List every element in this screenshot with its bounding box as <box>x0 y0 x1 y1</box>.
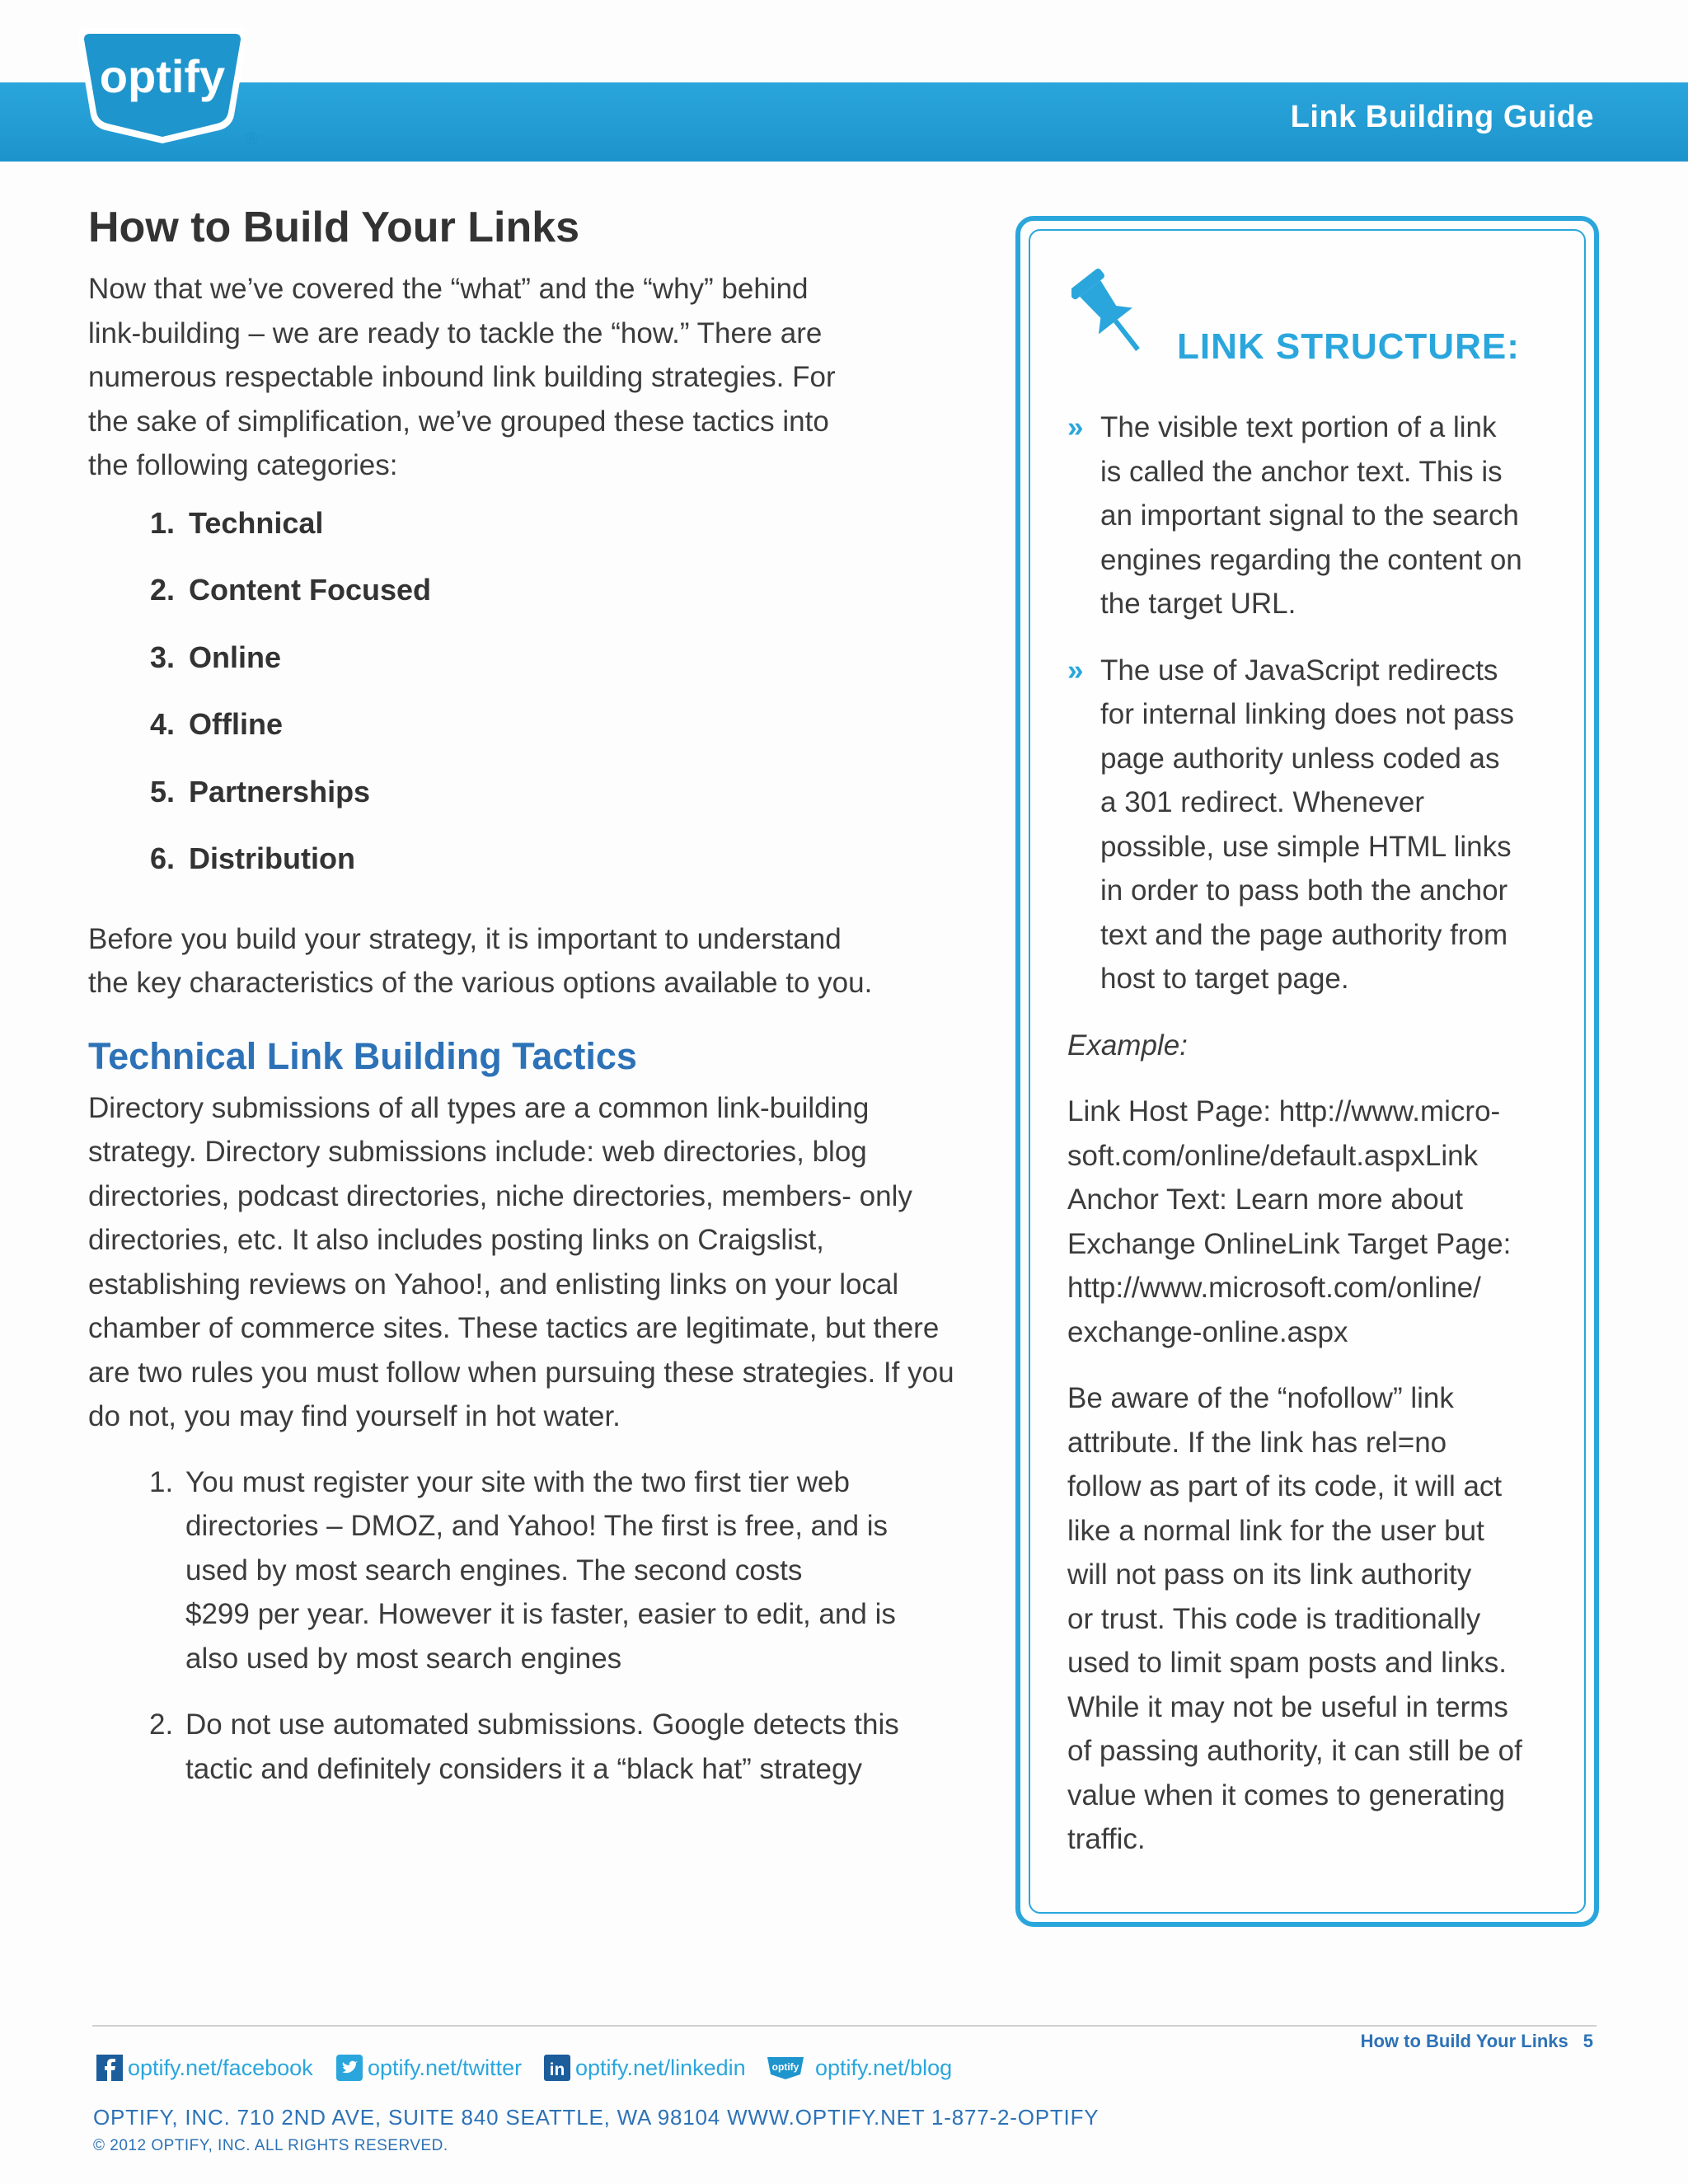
before-line: the key characteristics of the various options available to you. <box>88 967 873 999</box>
nofollow-line: used to limit spam posts and links. <box>1067 1647 1507 1679</box>
nofollow-line: of passing authority, it can still be of <box>1067 1735 1522 1767</box>
category-label: Online <box>189 640 282 674</box>
section-line: are two rules you must follow when pursuing these strategies. If you <box>88 1356 954 1389</box>
nofollow-line: will not pass on its link authority <box>1067 1558 1472 1591</box>
example-paragraph <box>1067 1090 1562 1354</box>
rule-line: also used by most search engines <box>185 1642 622 1675</box>
category-number: 4. <box>150 707 176 741</box>
section-line: directories, etc. It also includes posting links on Craigslist, <box>88 1224 824 1256</box>
category-item <box>150 569 995 637</box>
page-number: 5 <box>1582 2031 1593 2051</box>
nofollow-paragraph <box>1067 1376 1562 1862</box>
blog-link[interactable] <box>766 2055 952 2081</box>
optify-badge-icon <box>766 2055 805 2081</box>
facebook-icon <box>96 2055 123 2081</box>
rules-list <box>149 1460 995 1792</box>
bullet-line: an important signal to the search <box>1100 499 1519 532</box>
category-number: 6. <box>150 841 176 875</box>
page-section-name: How to Build Your Links <box>1360 2031 1568 2051</box>
section-line: directories, podcast directories, niche directories, members- only <box>88 1179 912 1212</box>
category-number: 5. <box>150 774 176 808</box>
page-footer-label <box>1361 2031 1593 2052</box>
twitter-link-text: optify.net/twitter <box>368 2055 523 2080</box>
category-label: Offline <box>189 707 283 741</box>
bullet-line: The use of JavaScript redirects <box>1100 654 1498 687</box>
nofollow-line: or trust. This code is traditionally <box>1067 1602 1481 1635</box>
linkedin-icon <box>544 2055 570 2081</box>
rule-line: tactic and definitely considers it a “black hat” strategy <box>185 1752 862 1785</box>
sidebar-title: LINK STRUCTURE: <box>1177 326 1520 367</box>
section-line: strategy. Directory submissions include: web directories, blog <box>88 1136 867 1168</box>
optify-logo[interactable] <box>73 25 252 147</box>
logo-text: optify <box>99 50 226 102</box>
bullet-line: page authority unless coded as <box>1100 742 1500 775</box>
rule-item <box>149 1703 995 1791</box>
sidebar-content <box>1067 405 1562 1884</box>
bullet-line: in order to pass both the anchor <box>1100 874 1508 907</box>
pushpin-icon <box>1071 265 1147 361</box>
rule-number: 1. <box>149 1465 174 1498</box>
category-item <box>150 704 995 771</box>
rule-line: used by most search engines. The second costs <box>185 1554 803 1586</box>
bullet-line: possible, use simple HTML links <box>1100 830 1512 863</box>
nofollow-line: Be aware of the “nofollow” link <box>1067 1382 1454 1414</box>
section-heading: Technical Link Building Tactics <box>88 1034 637 1077</box>
category-label: Distribution <box>189 841 355 875</box>
rule-item <box>149 1460 995 1681</box>
footer-divider <box>92 2025 1597 2027</box>
nofollow-line: follow as part of its code, it will act <box>1067 1470 1503 1502</box>
nofollow-line: attribute. If the link has rel=no <box>1067 1426 1447 1459</box>
bullet-line: engines regarding the content on <box>1100 543 1522 576</box>
bullet-line: The visible text portion of a link <box>1100 411 1497 443</box>
example-line: Exchange OnlineLink Target Page: <box>1067 1227 1512 1260</box>
before-paragraph <box>88 917 995 1005</box>
bullet-marker: » <box>1067 654 1084 687</box>
category-number: 2. <box>150 573 176 607</box>
category-list <box>150 503 995 906</box>
rule-line: Do not use automated submissions. Google detects this <box>185 1708 899 1741</box>
before-line: Before you build your strategy, it is important to understand <box>88 922 842 955</box>
intro-paragraph <box>88 267 995 488</box>
facebook-link-text: optify.net/facebook <box>128 2055 313 2080</box>
category-number: 3. <box>150 640 176 674</box>
copyright-notice: © 2012 OPTIFY, INC. ALL RIGHTS RESERVED. <box>93 2137 448 2154</box>
example-line: exchange-online.aspx <box>1067 1315 1348 1348</box>
bullet-line: host to target page. <box>1100 963 1349 995</box>
intro-line: the sake of simplification, we’ve grouped these tactics into <box>88 405 829 438</box>
section-line: chamber of commerce sites. These tactics are legitimate, but there <box>88 1312 940 1344</box>
rule-line: directories – DMOZ, and Yahoo! The first is free, and is <box>185 1510 889 1542</box>
linkedin-link-text: optify.net/linkedin <box>575 2055 746 2080</box>
main-column <box>88 203 995 1813</box>
registered-mark: ® <box>246 130 258 148</box>
page-title: How to Build Your Links <box>88 204 580 251</box>
category-label: Partnerships <box>189 774 371 808</box>
sidebar-bullet <box>1067 405 1562 626</box>
svg-text:in: in <box>549 2060 565 2079</box>
linkedin-link[interactable] <box>544 2055 746 2081</box>
intro-line: link-building – we are ready to tackle the “how.” There are <box>88 316 823 349</box>
category-number: 1. <box>150 505 176 540</box>
intro-line: numerous respectable inbound link building strategies. For <box>88 361 836 393</box>
blog-badge-text: optify <box>771 2061 799 2073</box>
company-address: OPTIFY, INC. 710 2ND AVE, SUITE 840 SEATTLE, WA 98104 WWW.OPTIFY.NET 1-877-2-OPTIFY <box>93 2105 1100 2130</box>
rule-line: $299 per year. However it is faster, easier to edit, and is <box>185 1598 896 1630</box>
intro-line: Now that we’ve covered the “what” and the “why” behind <box>88 273 809 305</box>
guide-title: Link Building Guide <box>1290 100 1594 134</box>
nofollow-line: traffic. <box>1067 1823 1146 1855</box>
category-item <box>150 503 995 570</box>
example-line: Link Host Page: http://www.micro- <box>1067 1095 1501 1127</box>
example-label: Example: <box>1067 1029 1188 1062</box>
bullet-line: the target URL. <box>1100 588 1296 620</box>
section-line: establishing reviews on Yahoo!, and enlisting links on your local <box>88 1268 899 1301</box>
twitter-icon <box>336 2055 363 2081</box>
category-item <box>150 771 995 839</box>
section-line: do not, you may find yourself in hot water. <box>88 1400 621 1432</box>
bullet-marker: » <box>1067 411 1084 443</box>
nofollow-line: While it may not be useful in terms <box>1067 1690 1508 1723</box>
section-paragraph <box>88 1086 995 1439</box>
example-line: http://www.microsoft.com/online/ <box>1067 1272 1481 1304</box>
sidebar-bullet <box>1067 649 1562 1001</box>
category-item <box>150 637 995 705</box>
rule-number: 2. <box>149 1708 174 1741</box>
category-item <box>150 838 995 906</box>
facebook-link[interactable] <box>96 2055 313 2081</box>
twitter-link[interactable] <box>336 2055 522 2081</box>
nofollow-line: value when it comes to generating <box>1067 1779 1506 1811</box>
section-line: Directory submissions of all types are a common link-building <box>88 1091 870 1124</box>
category-label: Content Focused <box>189 573 431 607</box>
category-label: Technical <box>189 505 324 540</box>
bullet-line: is called the anchor text. This is <box>1100 455 1503 488</box>
bullet-line: a 301 redirect. Whenever <box>1100 786 1424 818</box>
example-line: Anchor Text: Learn more about <box>1067 1183 1463 1216</box>
blog-link-text: optify.net/blog <box>815 2055 953 2080</box>
example-line: soft.com/online/default.aspxLink <box>1067 1139 1479 1172</box>
bullet-line: for internal linking does not pass <box>1100 698 1514 730</box>
bullet-line: text and the page authority from <box>1100 918 1508 951</box>
rule-line: You must register your site with the two first tier web <box>185 1465 850 1498</box>
nofollow-line: like a normal link for the user but <box>1067 1514 1484 1547</box>
intro-line: the following categories: <box>88 449 398 481</box>
